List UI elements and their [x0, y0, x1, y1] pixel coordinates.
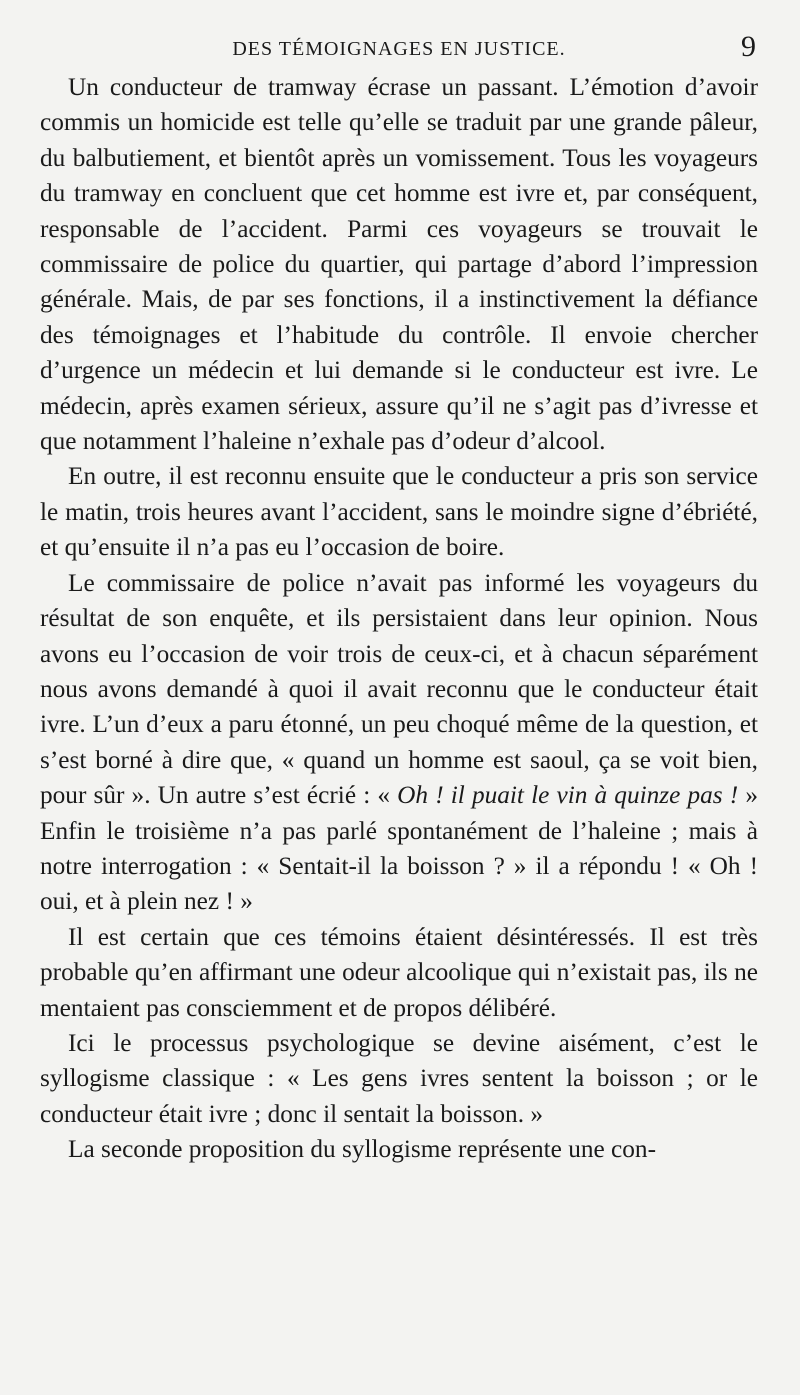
- paragraph-3: [40, 566, 758, 920]
- italic-quote: Oh ! il puait le vin à quinze pas !: [397, 781, 739, 810]
- running-title: DES TÉMOIGNAGES EN JUSTICE.: [232, 38, 566, 60]
- paragraph-6: La seconde proposition du syllogisme représente une con-: [68, 1135, 656, 1164]
- running-head: [40, 0, 758, 70]
- paragraph-2: En outre, il est reconnu ensuite que le conducteur a pris son service le matin, trois heures avant l’accident, sans le moindre signe d’ébriété, et qu’ensuite il n’a pas eu l’occasion de boire.: [40, 462, 758, 562]
- paragraph-3-before-italic: Le commissaire de police n’avait pas informé les voyageurs du résultat de son enquête, et ils persistaient dans leur opinion. Nous avons eu l’occasion de voir trois de ceux-ci, et à chacun séparément nous avons demandé à quoi il avait reconnu que le conducteur était ivre. L’un d’eux a paru étonné, un peu choqué même de la question, et s’est borné à dire que, « quand un homme est saoul, ça se voit bien, pour sûr ». Un autre s’est écrié : «: [40, 568, 758, 810]
- paragraph-1: Un conducteur de tramway écrase un passant. L’émotion d’avoir commis un homicide est telle qu’elle se traduit par une grande pâleur, du balbutiement, et bientôt après un vomissement. Tous les voyageurs du tramway en concluent que cet homme est ivre et, par conséquent, responsable de l’accident. Parmi ces voyageurs se trouvait le commissaire de police du quartier, qui partage d’abord l’impression générale. Mais, de par ses fonctions, il a instinctivement la défiance des témoignages et l’habitude du contrôle. Il envoie chercher d’urgence un médecin et lui demande si le conducteur est ivre. Le médecin, après examen sérieux, assure qu’il ne s’agit pas d’ivresse et que notamment l’haleine n’exhale pas d’odeur d’alcool.: [40, 73, 758, 456]
- page-number: 9: [741, 30, 756, 63]
- paragraph-5: Ici le processus psychologique se devine aisément, c’est le syllogisme classique : « Les gens ivres sentent la boisson ; or le conducteur était ivre ; donc il sentait la boisson. »: [40, 1028, 758, 1128]
- paragraph-4: Il est certain que ces témoins étaient désintéressés. Il est très probable qu’en affirmant une odeur alcoolique qui n’existait pas, ils ne mentaient pas consciemment et de propos délibéré.: [40, 922, 758, 1022]
- body-text: [40, 70, 758, 1168]
- paragraph-3-after-italic: » Enfin le troisième n’a pas parlé spontanément de l’haleine ; mais à notre interrogation : « Sentait-il la boisson ? » il a répondu ! « Oh ! oui, et à plein nez ! »: [40, 781, 758, 916]
